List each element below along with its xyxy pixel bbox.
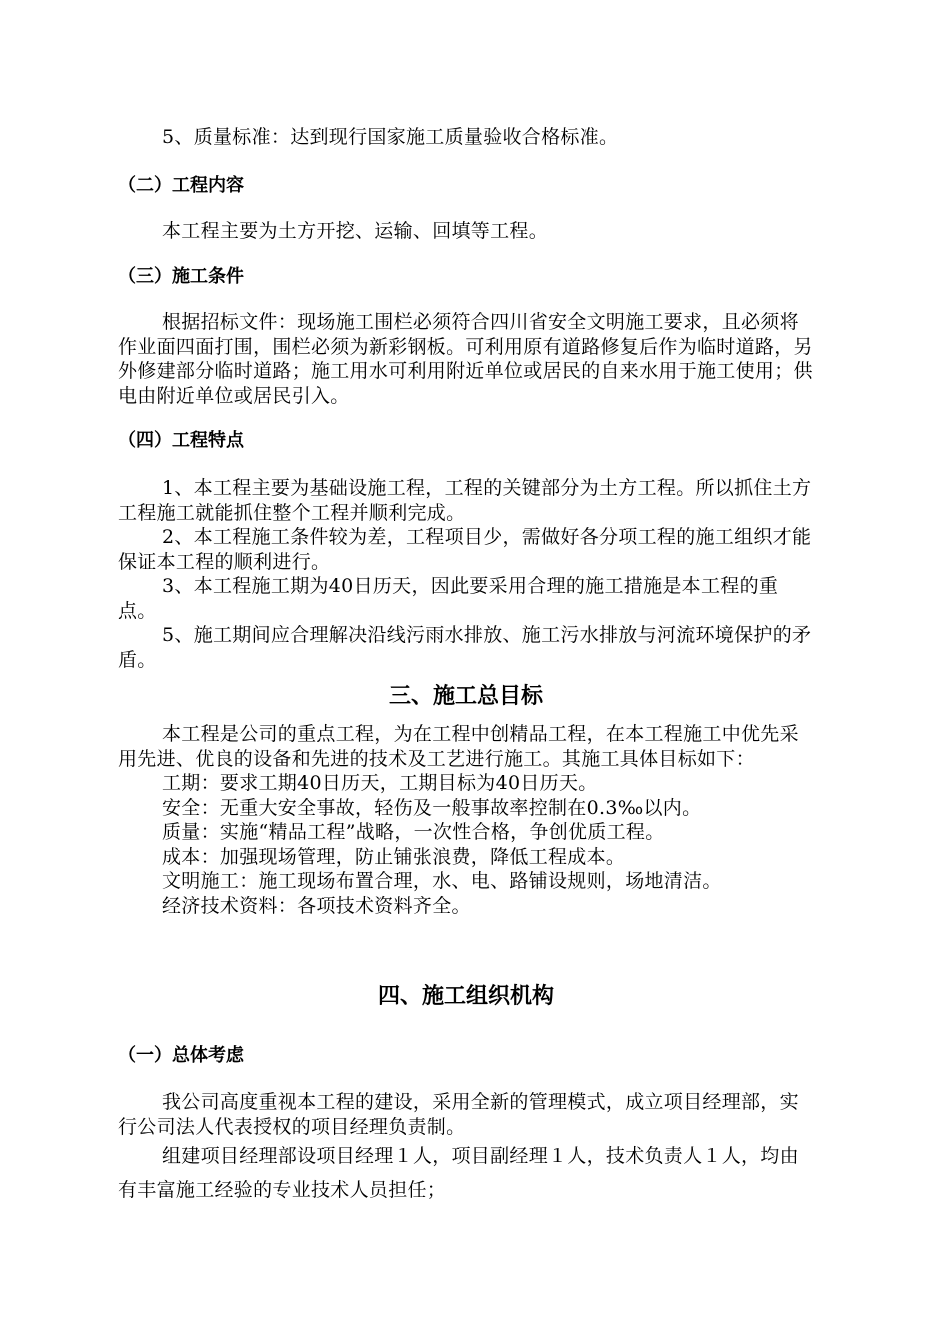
goal-item: 成本：加强现场管理，防止铺张浪费，降低工程成本。 [162,845,626,868]
chapter-3-title: 三、施工总目标 [388,684,543,709]
chapter-4-title: 四、施工组织机构 [377,984,554,1009]
goal-item: 工期：要求工期40日历天，工期目标为40日历天。 [162,772,598,794]
feature-item: 1、本工程主要为基础设施工程，工程的关键部分为土方工程。所以抓住土方工程施工就能抓住整个工程并顺利完成。 [118,477,812,524]
section-2-body: 本工程主要为土方开挖、运输、回填等工程。 [162,220,549,242]
section-4-list [118,476,814,672]
chapter-3-body [118,722,814,918]
section-3-body: 根据招标文件：现场施工围栏必须符合四川省安全文明施工要求，且必须将作业面四面打围，围栏必须为新彩钢板。可利用原有道路修复后作为临时道路，另外修建部分临时道路；施工用水可利用附近单位或居民的自来水用于施工使用；供电由附近单位或居民引入。 [118,311,813,407]
chapter-4-para-1: 我公司高度重视本工程的建设，采用全新的管理模式，成立项目经理部，实行公司法人代表授权的项目经理负责制。 [118,1091,799,1138]
goal-item: 经济技术资料：各项技术资料齐全。 [162,894,471,917]
goal-item: 安全：无重大安全事故，轻伤及一般事故率控制在0.3‰以内。 [162,796,702,819]
chapter-3-intro: 本工程是公司的重点工程，为在工程中创精品工程，在本工程施工中优先采用先进、优良的设备和先进的技术及工艺进行施工。其施工具体目标如下： [118,723,799,770]
quality-standard-line: 5、质量标准：达到现行国家施工质量验收合格标准。 [162,126,619,148]
chapter-4-sub-heading: （一）总体考虑 [118,1045,244,1066]
section-4-heading: （四）工程特点 [118,430,244,451]
goal-item: 质量：实施“精品工程”战略，一次性合格，争创优质工程。 [162,821,665,843]
goal-item: 文明施工：施工现场布置合理，水、电、路铺设规则，场地清洁。 [162,870,722,892]
feature-item: 2、本工程施工条件较为差，工程项目少，需做好各分项工程的施工组织才能保证本工程的顺利进行。 [118,526,812,573]
chapter-4-para-2: 组建项目经理部设项目经理１人，项目副经理１人，技术负责人１人，均由有丰富施工经验的专业技术人员担任； [118,1145,799,1201]
feature-item: 5、施工期间应合理解决沿线污雨水排放、施工污水排放与河流环境保护的矛盾。 [118,624,812,671]
section-2-heading: （二）工程内容 [118,175,244,196]
section-3-heading: （三）施工条件 [118,266,244,287]
feature-item: 3、本工程施工期为40日历天，因此要采用合理的施工措施是本工程的重点。 [118,575,779,622]
chapter-4-body [118,1090,814,1207]
